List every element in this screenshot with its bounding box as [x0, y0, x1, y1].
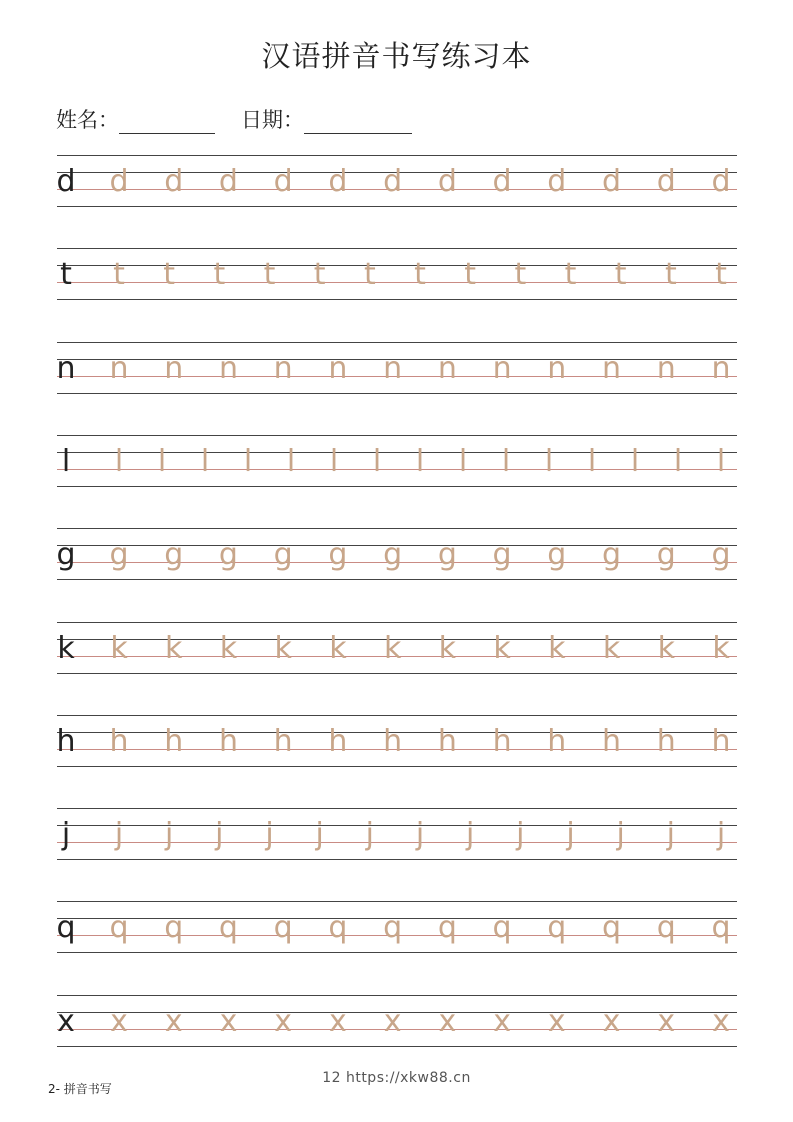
trace-letter: t	[464, 257, 477, 293]
trace-letter: k	[548, 630, 566, 666]
trace-letter: l	[544, 443, 554, 479]
guide-rule	[57, 299, 737, 300]
practice-row-n	[57, 342, 737, 394]
student-info	[56, 104, 412, 134]
practice-row-h	[57, 715, 737, 767]
trace-letter: l	[587, 443, 597, 479]
model-letter: q	[56, 910, 76, 946]
trace-letter: k	[219, 630, 238, 666]
practice-row-g	[57, 528, 737, 580]
trace-letter: d	[492, 164, 512, 199]
trace-letter: g	[547, 537, 567, 573]
trace-letter: d	[328, 164, 348, 199]
trace-letter: d	[383, 164, 403, 199]
trace-letter: t	[715, 257, 727, 293]
trace-letter: k	[274, 630, 292, 666]
guide-rule	[57, 1046, 737, 1047]
guide-rule	[57, 393, 737, 394]
trace-letter: g	[109, 537, 129, 573]
guide-rule	[57, 808, 737, 809]
model-letter: j	[61, 817, 71, 853]
trace-letter: t	[414, 257, 426, 293]
guide-rule	[57, 622, 737, 623]
page-title: 汉语拼音书写练习本	[261, 39, 532, 73]
trace-letter: j	[415, 817, 425, 853]
trace-letter: g	[328, 537, 348, 573]
practice-row-k	[57, 622, 737, 674]
model-letter: l	[61, 443, 71, 479]
trace-letter: h	[383, 723, 403, 759]
trace-letter: n	[164, 350, 184, 386]
trace-letter: j	[666, 817, 675, 853]
trace-letter: j	[114, 817, 124, 853]
trace-letter: k	[329, 630, 347, 666]
guide-rule	[57, 579, 737, 580]
trace-letter: t	[664, 257, 677, 293]
trace-letter: j	[315, 817, 324, 853]
trace-letter: j	[566, 817, 575, 853]
guide-rule	[57, 766, 737, 767]
practice-row-d	[57, 155, 737, 207]
trace-letter: k	[657, 630, 675, 666]
trace-letter: q	[656, 910, 676, 946]
practice-row-l	[57, 435, 737, 487]
practice-row-j	[57, 808, 737, 860]
trace-letter: q	[437, 910, 457, 946]
trace-letter: l	[372, 443, 382, 479]
trace-letter: n	[656, 350, 676, 386]
name-label: 姓名：	[56, 108, 119, 132]
trace-letter: x	[547, 1003, 566, 1039]
trace-letter: h	[328, 723, 348, 759]
trace-letter: g	[602, 537, 622, 573]
trace-letter: t	[614, 257, 627, 293]
model-letter: h	[56, 723, 76, 759]
trace-letter: g	[383, 537, 403, 573]
practice-row-q	[57, 901, 737, 953]
date-blank	[304, 115, 412, 134]
trace-letter: n	[492, 350, 512, 386]
trace-letter: g	[273, 537, 293, 573]
trace-letter: h	[109, 723, 129, 759]
trace-letter: g	[656, 537, 676, 573]
model-letter: t	[60, 257, 72, 293]
trace-letter: x	[329, 1003, 347, 1039]
trace-letter: q	[328, 910, 348, 946]
trace-letter: k	[493, 630, 511, 666]
trace-letter: q	[547, 910, 567, 946]
trace-letter: j	[215, 817, 224, 853]
guide-rule	[57, 155, 737, 156]
trace-letter: d	[547, 164, 567, 199]
guide-rule	[57, 206, 737, 207]
guide-rule	[57, 859, 737, 860]
trace-letter: x	[438, 1003, 457, 1039]
guide-rule	[57, 952, 737, 953]
trace-letter: j	[716, 817, 726, 853]
trace-letter: l	[630, 443, 640, 479]
trace-letter: t	[113, 257, 125, 293]
trace-letter: h	[437, 723, 457, 759]
trace-letter: l	[329, 443, 339, 479]
trace-letter: d	[602, 164, 622, 199]
guide-rule	[57, 673, 737, 674]
trace-letter: k	[165, 630, 183, 666]
trace-letter: j	[516, 817, 525, 853]
trace-letter: q	[218, 910, 238, 946]
trace-letter: t	[263, 257, 276, 293]
trace-letter: k	[110, 630, 128, 666]
practice-row-x	[57, 995, 737, 1047]
trace-letter: t	[163, 257, 176, 293]
trace-letter: l	[501, 443, 511, 479]
trace-letter: t	[313, 257, 326, 293]
trace-letter: t	[564, 257, 577, 293]
trace-letter: x	[493, 1003, 511, 1039]
guide-rule	[57, 825, 737, 826]
trace-letter: l	[157, 443, 167, 479]
trace-letter: j	[164, 817, 174, 853]
model-letter: k	[57, 630, 75, 666]
guide-rule	[57, 486, 737, 487]
name-blank	[119, 115, 215, 134]
guide-rule	[57, 715, 737, 716]
trace-letter: n	[547, 350, 567, 386]
trace-letter: q	[109, 910, 129, 946]
trace-letter: n	[602, 350, 622, 386]
trace-letter: d	[109, 164, 129, 199]
trace-letter: h	[218, 723, 238, 759]
trace-letter: h	[273, 723, 293, 759]
trace-letter: h	[164, 723, 184, 759]
trace-letter: j	[616, 817, 625, 853]
trace-letter: n	[437, 350, 457, 386]
trace-letter: q	[492, 910, 512, 946]
model-letter: g	[56, 537, 76, 573]
trace-letter: g	[218, 537, 238, 573]
trace-letter: n	[273, 350, 293, 386]
trace-letter: h	[656, 723, 676, 759]
footer-left: 2- 拼音书写	[48, 1082, 112, 1096]
trace-letter: l	[458, 443, 468, 479]
trace-letter: d	[656, 164, 676, 199]
guide-rule	[57, 995, 737, 996]
trace-letter: q	[164, 910, 184, 946]
guide-rule	[57, 342, 737, 343]
trace-letter: n	[383, 350, 403, 386]
baseline-rule	[57, 842, 737, 843]
trace-letter: g	[164, 537, 184, 573]
guide-rule	[57, 265, 737, 266]
trace-letter: n	[328, 350, 348, 386]
trace-letter: h	[602, 723, 622, 759]
model-letter: x	[57, 1003, 75, 1039]
trace-letter: k	[602, 630, 621, 666]
trace-letter: j	[465, 817, 475, 853]
trace-letter: d	[711, 164, 731, 199]
trace-letter: q	[711, 910, 731, 946]
guide-rule	[57, 435, 737, 436]
trace-letter: t	[514, 257, 527, 293]
trace-letter: x	[712, 1003, 730, 1039]
footer-center: 12 https://xkw88.cn	[322, 1070, 471, 1086]
guide-rule	[57, 248, 737, 249]
trace-letter: d	[164, 164, 184, 199]
model-letter: n	[56, 350, 76, 386]
trace-letter: x	[164, 1003, 183, 1039]
trace-letter: d	[218, 164, 238, 199]
trace-letter: n	[711, 350, 731, 386]
trace-letter: g	[711, 537, 731, 573]
trace-letter: x	[110, 1003, 128, 1039]
trace-letter: l	[415, 443, 425, 479]
trace-letter: d	[273, 164, 293, 199]
trace-letter: g	[437, 537, 457, 573]
trace-letter: x	[657, 1003, 676, 1039]
trace-letter: l	[716, 443, 726, 479]
trace-letter: q	[273, 910, 293, 946]
trace-letter: t	[213, 257, 226, 293]
trace-letter: n	[109, 350, 129, 386]
trace-letter: j	[265, 817, 274, 853]
trace-letter: n	[218, 350, 238, 386]
guide-rule	[57, 901, 737, 902]
trace-letter: q	[602, 910, 622, 946]
trace-letter: l	[243, 443, 253, 479]
trace-letter: l	[673, 443, 683, 479]
trace-letter: x	[602, 1003, 621, 1039]
baseline-rule	[57, 282, 737, 283]
trace-letter: h	[711, 723, 731, 759]
trace-letter: q	[383, 910, 403, 946]
trace-letter: x	[219, 1003, 238, 1039]
trace-letter: l	[114, 443, 124, 479]
trace-letter: t	[363, 257, 376, 293]
trace-letter: j	[365, 817, 374, 853]
trace-letter: h	[492, 723, 512, 759]
trace-letter: d	[437, 164, 457, 199]
trace-letter: x	[383, 1003, 402, 1039]
practice-row-t	[57, 248, 737, 300]
model-letter: d	[56, 164, 76, 199]
guide-rule	[57, 528, 737, 529]
trace-letter: l	[200, 443, 210, 479]
trace-letter: k	[438, 630, 457, 666]
trace-letter: g	[492, 537, 512, 573]
trace-letter: h	[547, 723, 567, 759]
trace-letter: k	[383, 630, 402, 666]
trace-letter: x	[274, 1003, 293, 1039]
trace-letter: l	[286, 443, 296, 479]
date-label: 日期：	[241, 108, 304, 132]
trace-letter: k	[712, 630, 730, 666]
